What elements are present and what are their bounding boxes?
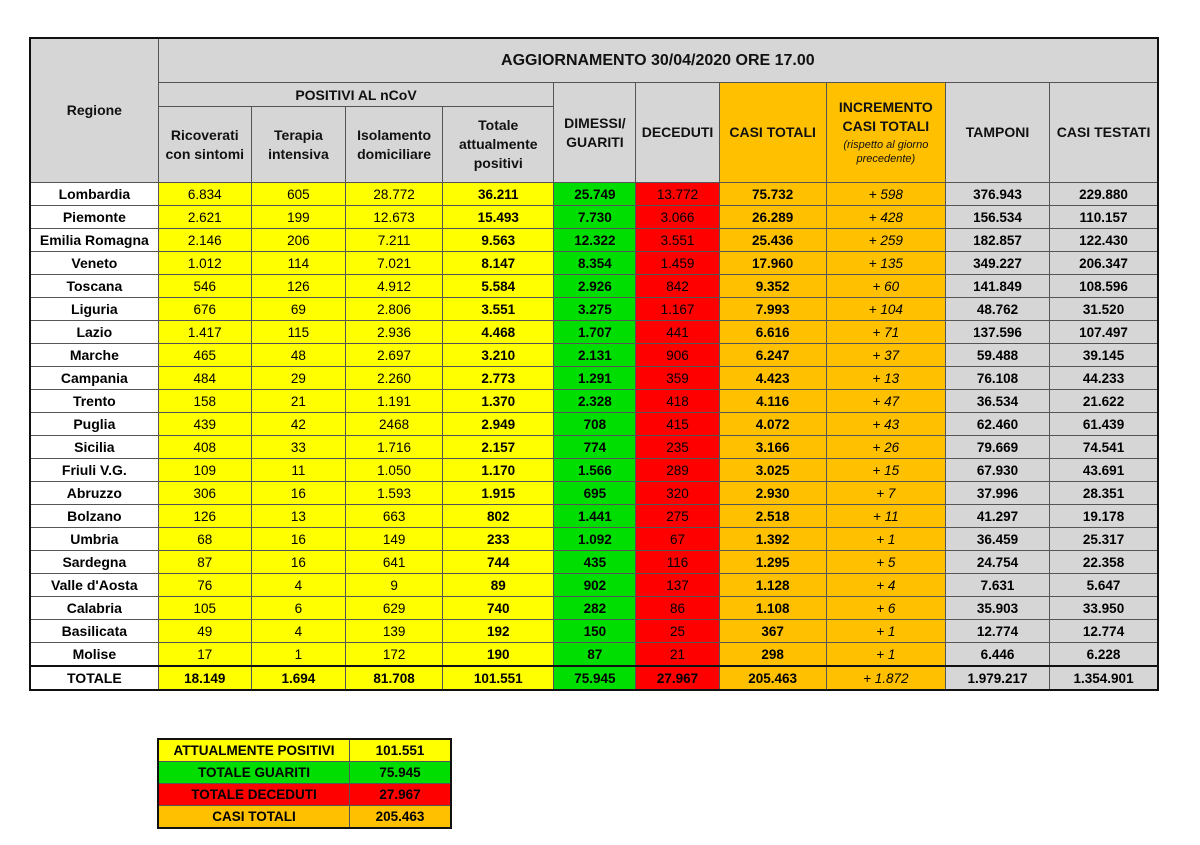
cell-deceduti: 3.551 (636, 229, 719, 252)
table-body (30, 183, 1158, 691)
total-dimessi: 75.945 (554, 666, 636, 690)
cell-isolamento: 1.716 (346, 436, 443, 459)
cell-terapia: 126 (251, 275, 345, 298)
cell-casi-totali: 7.993 (719, 298, 826, 321)
terapia-header: Terapia intensiva (251, 107, 345, 183)
cell-tamponi: 12.774 (945, 620, 1049, 643)
cell-regione: Umbria (30, 528, 158, 551)
cell-totale-positivi: 233 (443, 528, 554, 551)
cell-terapia: 16 (251, 482, 345, 505)
cell-incremento: + 1 (826, 643, 945, 667)
cell-isolamento: 1.593 (346, 482, 443, 505)
cell-ricoverati: 546 (158, 275, 251, 298)
cell-incremento: + 259 (826, 229, 945, 252)
cell-dimessi: 12.322 (554, 229, 636, 252)
cell-terapia: 33 (251, 436, 345, 459)
cell-regione: Piemonte (30, 206, 158, 229)
table-row (30, 643, 1158, 667)
tamponi-header: TAMPONI (945, 83, 1049, 183)
cell-dimessi: 282 (554, 597, 636, 620)
cell-incremento: + 47 (826, 390, 945, 413)
cell-casi-totali: 298 (719, 643, 826, 667)
cell-casi-testati: 31.520 (1050, 298, 1158, 321)
cell-incremento: + 43 (826, 413, 945, 436)
cell-terapia: 114 (251, 252, 345, 275)
cell-deceduti: 235 (636, 436, 719, 459)
cell-deceduti: 116 (636, 551, 719, 574)
deceduti-header: DECEDUTI (636, 83, 719, 183)
cell-isolamento: 2.697 (346, 344, 443, 367)
cell-dimessi: 435 (554, 551, 636, 574)
total-incremento: + 1.872 (826, 666, 945, 690)
table-row (30, 275, 1158, 298)
cell-casi-totali: 4.423 (719, 367, 826, 390)
total-isolamento: 81.708 (346, 666, 443, 690)
summary-row (158, 784, 451, 806)
cell-dimessi: 1.441 (554, 505, 636, 528)
cell-ricoverati: 1.417 (158, 321, 251, 344)
cell-regione: Emilia Romagna (30, 229, 158, 252)
cell-ricoverati: 2.621 (158, 206, 251, 229)
total-terapia: 1.694 (251, 666, 345, 690)
total-casi-totali: 205.463 (719, 666, 826, 690)
cell-casi-totali: 26.289 (719, 206, 826, 229)
cell-incremento: + 1 (826, 620, 945, 643)
cell-tamponi: 7.631 (945, 574, 1049, 597)
cell-casi-totali: 4.116 (719, 390, 826, 413)
cell-incremento: + 71 (826, 321, 945, 344)
cell-tamponi: 182.857 (945, 229, 1049, 252)
cell-regione: Friuli V.G. (30, 459, 158, 482)
cell-ricoverati: 68 (158, 528, 251, 551)
cell-isolamento: 2.260 (346, 367, 443, 390)
cell-dimessi: 25.749 (554, 183, 636, 206)
cell-totale-positivi: 190 (443, 643, 554, 667)
table-row (30, 413, 1158, 436)
cell-regione: Calabria (30, 597, 158, 620)
table-row (30, 459, 1158, 482)
cell-ricoverati: 465 (158, 344, 251, 367)
table-row (30, 551, 1158, 574)
cell-isolamento: 1.191 (346, 390, 443, 413)
cell-tamponi: 79.669 (945, 436, 1049, 459)
cell-casi-totali: 3.025 (719, 459, 826, 482)
cell-terapia: 16 (251, 528, 345, 551)
cell-terapia: 1 (251, 643, 345, 667)
summary-label: CASI TOTALI (158, 806, 350, 829)
cell-totale-positivi: 8.147 (443, 252, 554, 275)
cell-incremento: + 60 (826, 275, 945, 298)
cell-ricoverati: 109 (158, 459, 251, 482)
cell-ricoverati: 17 (158, 643, 251, 667)
cell-terapia: 605 (251, 183, 345, 206)
cell-deceduti: 842 (636, 275, 719, 298)
cell-regione: Bolzano (30, 505, 158, 528)
cell-regione: Trento (30, 390, 158, 413)
cell-dimessi: 150 (554, 620, 636, 643)
cell-casi-testati: 25.317 (1050, 528, 1158, 551)
cell-isolamento: 12.673 (346, 206, 443, 229)
cell-ricoverati: 6.834 (158, 183, 251, 206)
cell-ricoverati: 49 (158, 620, 251, 643)
cell-isolamento: 149 (346, 528, 443, 551)
cell-isolamento: 2.806 (346, 298, 443, 321)
cell-casi-testati: 61.439 (1050, 413, 1158, 436)
cell-ricoverati: 484 (158, 367, 251, 390)
table-row (30, 482, 1158, 505)
cell-tamponi: 36.459 (945, 528, 1049, 551)
covid-regional-table (29, 37, 1159, 691)
cell-ricoverati: 126 (158, 505, 251, 528)
cell-incremento: + 598 (826, 183, 945, 206)
cell-casi-testati: 12.774 (1050, 620, 1158, 643)
cell-ricoverati: 105 (158, 597, 251, 620)
cell-casi-testati: 5.647 (1050, 574, 1158, 597)
cell-deceduti: 441 (636, 321, 719, 344)
cell-ricoverati: 76 (158, 574, 251, 597)
summary-row (158, 762, 451, 784)
cell-tamponi: 35.903 (945, 597, 1049, 620)
cell-dimessi: 1.566 (554, 459, 636, 482)
cell-tamponi: 48.762 (945, 298, 1049, 321)
cell-deceduti: 67 (636, 528, 719, 551)
table-row (30, 528, 1158, 551)
cell-tamponi: 59.488 (945, 344, 1049, 367)
cell-isolamento: 28.772 (346, 183, 443, 206)
cell-incremento: + 11 (826, 505, 945, 528)
cell-deceduti: 25 (636, 620, 719, 643)
table-row (30, 390, 1158, 413)
cell-deceduti: 13.772 (636, 183, 719, 206)
cell-isolamento: 663 (346, 505, 443, 528)
cell-casi-totali: 6.616 (719, 321, 826, 344)
cell-ricoverati: 2.146 (158, 229, 251, 252)
total-tamponi: 1.979.217 (945, 666, 1049, 690)
table-row (30, 206, 1158, 229)
cell-isolamento: 7.021 (346, 252, 443, 275)
cell-regione: Basilicata (30, 620, 158, 643)
cell-terapia: 199 (251, 206, 345, 229)
cell-regione: Lombardia (30, 183, 158, 206)
cell-terapia: 21 (251, 390, 345, 413)
cell-regione: Liguria (30, 298, 158, 321)
cell-totale-positivi: 3.210 (443, 344, 554, 367)
cell-terapia: 6 (251, 597, 345, 620)
summary-row (158, 806, 451, 829)
table-row (30, 229, 1158, 252)
cell-casi-totali: 2.518 (719, 505, 826, 528)
cell-casi-testati: 122.430 (1050, 229, 1158, 252)
cell-totale-positivi: 192 (443, 620, 554, 643)
casi-testati-header: CASI TESTATI (1050, 83, 1158, 183)
cell-terapia: 115 (251, 321, 345, 344)
incremento-header (826, 83, 945, 183)
update-title: AGGIORNAMENTO 30/04/2020 ORE 17.00 (158, 38, 1158, 83)
cell-deceduti: 359 (636, 367, 719, 390)
cell-incremento: + 4 (826, 574, 945, 597)
cell-tamponi: 376.943 (945, 183, 1049, 206)
cell-casi-testati: 110.157 (1050, 206, 1158, 229)
cell-incremento: + 13 (826, 367, 945, 390)
cell-regione: Campania (30, 367, 158, 390)
dimessi-header: DIMESSI/ GUARITI (554, 83, 636, 183)
cell-ricoverati: 158 (158, 390, 251, 413)
total-totale-positivi: 101.551 (443, 666, 554, 690)
cell-incremento: + 428 (826, 206, 945, 229)
region-header: Regione (30, 38, 158, 183)
cell-ricoverati: 439 (158, 413, 251, 436)
cell-dimessi: 695 (554, 482, 636, 505)
cell-incremento: + 135 (826, 252, 945, 275)
cell-casi-testati: 107.497 (1050, 321, 1158, 344)
cell-incremento: + 15 (826, 459, 945, 482)
totale-positivi-header: Totale attualmente positivi (443, 107, 554, 183)
cell-casi-testati: 206.347 (1050, 252, 1158, 275)
cell-casi-testati: 6.228 (1050, 643, 1158, 667)
cell-terapia: 11 (251, 459, 345, 482)
cell-tamponi: 137.596 (945, 321, 1049, 344)
summary-label: ATTUALMENTE POSITIVI (158, 739, 350, 762)
cell-totale-positivi: 1.370 (443, 390, 554, 413)
cell-isolamento: 9 (346, 574, 443, 597)
cell-dimessi: 3.275 (554, 298, 636, 321)
cell-tamponi: 76.108 (945, 367, 1049, 390)
cell-isolamento: 2.936 (346, 321, 443, 344)
cell-totale-positivi: 1.170 (443, 459, 554, 482)
cell-casi-totali: 75.732 (719, 183, 826, 206)
cell-incremento: + 104 (826, 298, 945, 321)
cell-dimessi: 7.730 (554, 206, 636, 229)
cell-casi-totali: 17.960 (719, 252, 826, 275)
cell-deceduti: 3.066 (636, 206, 719, 229)
cell-deceduti: 906 (636, 344, 719, 367)
cell-totale-positivi: 4.468 (443, 321, 554, 344)
cell-incremento: + 1 (826, 528, 945, 551)
incremento-title: INCREMENTO CASI TOTALI (838, 99, 933, 135)
cell-tamponi: 141.849 (945, 275, 1049, 298)
cell-casi-testati: 21.622 (1050, 390, 1158, 413)
cell-casi-totali: 1.128 (719, 574, 826, 597)
cell-tamponi: 37.996 (945, 482, 1049, 505)
cell-totale-positivi: 9.563 (443, 229, 554, 252)
summary-label: TOTALE GUARITI (158, 762, 350, 784)
cell-casi-totali: 1.108 (719, 597, 826, 620)
table-row (30, 321, 1158, 344)
cell-regione: Abruzzo (30, 482, 158, 505)
cell-totale-positivi: 2.157 (443, 436, 554, 459)
cell-casi-testati: 229.880 (1050, 183, 1158, 206)
cell-tamponi: 349.227 (945, 252, 1049, 275)
cell-deceduti: 418 (636, 390, 719, 413)
table-row (30, 367, 1158, 390)
cell-casi-testati: 19.178 (1050, 505, 1158, 528)
cell-totale-positivi: 2.949 (443, 413, 554, 436)
cell-deceduti: 21 (636, 643, 719, 667)
cell-isolamento: 629 (346, 597, 443, 620)
positivi-group-header: POSITIVI AL nCoV (158, 83, 554, 107)
cell-tamponi: 36.534 (945, 390, 1049, 413)
cell-totale-positivi: 1.915 (443, 482, 554, 505)
total-deceduti: 27.967 (636, 666, 719, 690)
cell-dimessi: 1.291 (554, 367, 636, 390)
cell-terapia: 69 (251, 298, 345, 321)
cell-totale-positivi: 15.493 (443, 206, 554, 229)
cell-casi-testati: 33.950 (1050, 597, 1158, 620)
cell-deceduti: 289 (636, 459, 719, 482)
cell-isolamento: 7.211 (346, 229, 443, 252)
cell-casi-totali: 9.352 (719, 275, 826, 298)
cell-ricoverati: 408 (158, 436, 251, 459)
table-row (30, 252, 1158, 275)
total-casi-testati: 1.354.901 (1050, 666, 1158, 690)
ricoverati-header: Ricoverati con sintomi (158, 107, 251, 183)
cell-isolamento: 1.050 (346, 459, 443, 482)
cell-casi-totali: 2.930 (719, 482, 826, 505)
cell-ricoverati: 306 (158, 482, 251, 505)
cell-incremento: + 7 (826, 482, 945, 505)
cell-dimessi: 708 (554, 413, 636, 436)
table-row (30, 505, 1158, 528)
cell-totale-positivi: 3.551 (443, 298, 554, 321)
cell-casi-testati: 74.541 (1050, 436, 1158, 459)
cell-casi-totali: 1.295 (719, 551, 826, 574)
cell-tamponi: 24.754 (945, 551, 1049, 574)
summary-label: TOTALE DECEDUTI (158, 784, 350, 806)
table-row (30, 344, 1158, 367)
cell-ricoverati: 1.012 (158, 252, 251, 275)
total-ricoverati: 18.149 (158, 666, 251, 690)
cell-dimessi: 87 (554, 643, 636, 667)
cell-casi-totali: 367 (719, 620, 826, 643)
cell-regione: Veneto (30, 252, 158, 275)
summary-value: 101.551 (350, 739, 452, 762)
cell-deceduti: 137 (636, 574, 719, 597)
total-regione: TOTALE (30, 666, 158, 690)
cell-casi-testati: 108.596 (1050, 275, 1158, 298)
cell-dimessi: 1.707 (554, 321, 636, 344)
cell-dimessi: 2.131 (554, 344, 636, 367)
cell-tamponi: 156.534 (945, 206, 1049, 229)
cell-casi-totali: 6.247 (719, 344, 826, 367)
cell-totale-positivi: 2.773 (443, 367, 554, 390)
cell-regione: Puglia (30, 413, 158, 436)
cell-regione: Marche (30, 344, 158, 367)
cell-tamponi: 6.446 (945, 643, 1049, 667)
cell-ricoverati: 87 (158, 551, 251, 574)
cell-regione: Lazio (30, 321, 158, 344)
cell-incremento: + 6 (826, 597, 945, 620)
cell-deceduti: 1.459 (636, 252, 719, 275)
cell-tamponi: 41.297 (945, 505, 1049, 528)
summary-table (157, 738, 452, 829)
cell-casi-totali: 4.072 (719, 413, 826, 436)
cell-isolamento: 139 (346, 620, 443, 643)
cell-casi-testati: 22.358 (1050, 551, 1158, 574)
cell-terapia: 48 (251, 344, 345, 367)
cell-tamponi: 67.930 (945, 459, 1049, 482)
cell-isolamento: 2468 (346, 413, 443, 436)
summary-row (158, 739, 451, 762)
summary-value: 27.967 (350, 784, 452, 806)
cell-totale-positivi: 744 (443, 551, 554, 574)
cell-isolamento: 172 (346, 643, 443, 667)
cell-isolamento: 4.912 (346, 275, 443, 298)
cell-terapia: 16 (251, 551, 345, 574)
cell-regione: Toscana (30, 275, 158, 298)
cell-dimessi: 1.092 (554, 528, 636, 551)
casi-totali-header: CASI TOTALI (719, 83, 826, 183)
cell-incremento: + 26 (826, 436, 945, 459)
cell-terapia: 42 (251, 413, 345, 436)
table-row (30, 298, 1158, 321)
cell-dimessi: 8.354 (554, 252, 636, 275)
cell-totale-positivi: 802 (443, 505, 554, 528)
cell-deceduti: 275 (636, 505, 719, 528)
cell-casi-testati: 28.351 (1050, 482, 1158, 505)
cell-dimessi: 2.328 (554, 390, 636, 413)
incremento-note: (rispetto al giorno precedente) (843, 139, 929, 166)
cell-totale-positivi: 5.584 (443, 275, 554, 298)
cell-terapia: 13 (251, 505, 345, 528)
table-row (30, 620, 1158, 643)
summary-value: 205.463 (350, 806, 452, 829)
cell-regione: Molise (30, 643, 158, 667)
cell-casi-testati: 44.233 (1050, 367, 1158, 390)
cell-regione: Valle d'Aosta (30, 574, 158, 597)
cell-ricoverati: 676 (158, 298, 251, 321)
cell-casi-totali: 3.166 (719, 436, 826, 459)
table-row (30, 183, 1158, 206)
table-row (30, 597, 1158, 620)
cell-terapia: 29 (251, 367, 345, 390)
cell-casi-testati: 43.691 (1050, 459, 1158, 482)
cell-regione: Sardegna (30, 551, 158, 574)
cell-totale-positivi: 89 (443, 574, 554, 597)
cell-deceduti: 1.167 (636, 298, 719, 321)
totals-row (30, 666, 1158, 690)
table-row (30, 436, 1158, 459)
cell-dimessi: 774 (554, 436, 636, 459)
table-row (30, 574, 1158, 597)
cell-dimessi: 902 (554, 574, 636, 597)
cell-terapia: 4 (251, 620, 345, 643)
cell-terapia: 4 (251, 574, 345, 597)
cell-casi-totali: 1.392 (719, 528, 826, 551)
cell-incremento: + 37 (826, 344, 945, 367)
cell-deceduti: 415 (636, 413, 719, 436)
cell-deceduti: 320 (636, 482, 719, 505)
cell-dimessi: 2.926 (554, 275, 636, 298)
cell-totale-positivi: 36.211 (443, 183, 554, 206)
cell-terapia: 206 (251, 229, 345, 252)
cell-tamponi: 62.460 (945, 413, 1049, 436)
cell-isolamento: 641 (346, 551, 443, 574)
isolamento-header: Isolamento domiciliare (346, 107, 443, 183)
cell-incremento: + 5 (826, 551, 945, 574)
summary-value: 75.945 (350, 762, 452, 784)
cell-casi-testati: 39.145 (1050, 344, 1158, 367)
cell-casi-totali: 25.436 (719, 229, 826, 252)
cell-regione: Sicilia (30, 436, 158, 459)
cell-totale-positivi: 740 (443, 597, 554, 620)
cell-deceduti: 86 (636, 597, 719, 620)
